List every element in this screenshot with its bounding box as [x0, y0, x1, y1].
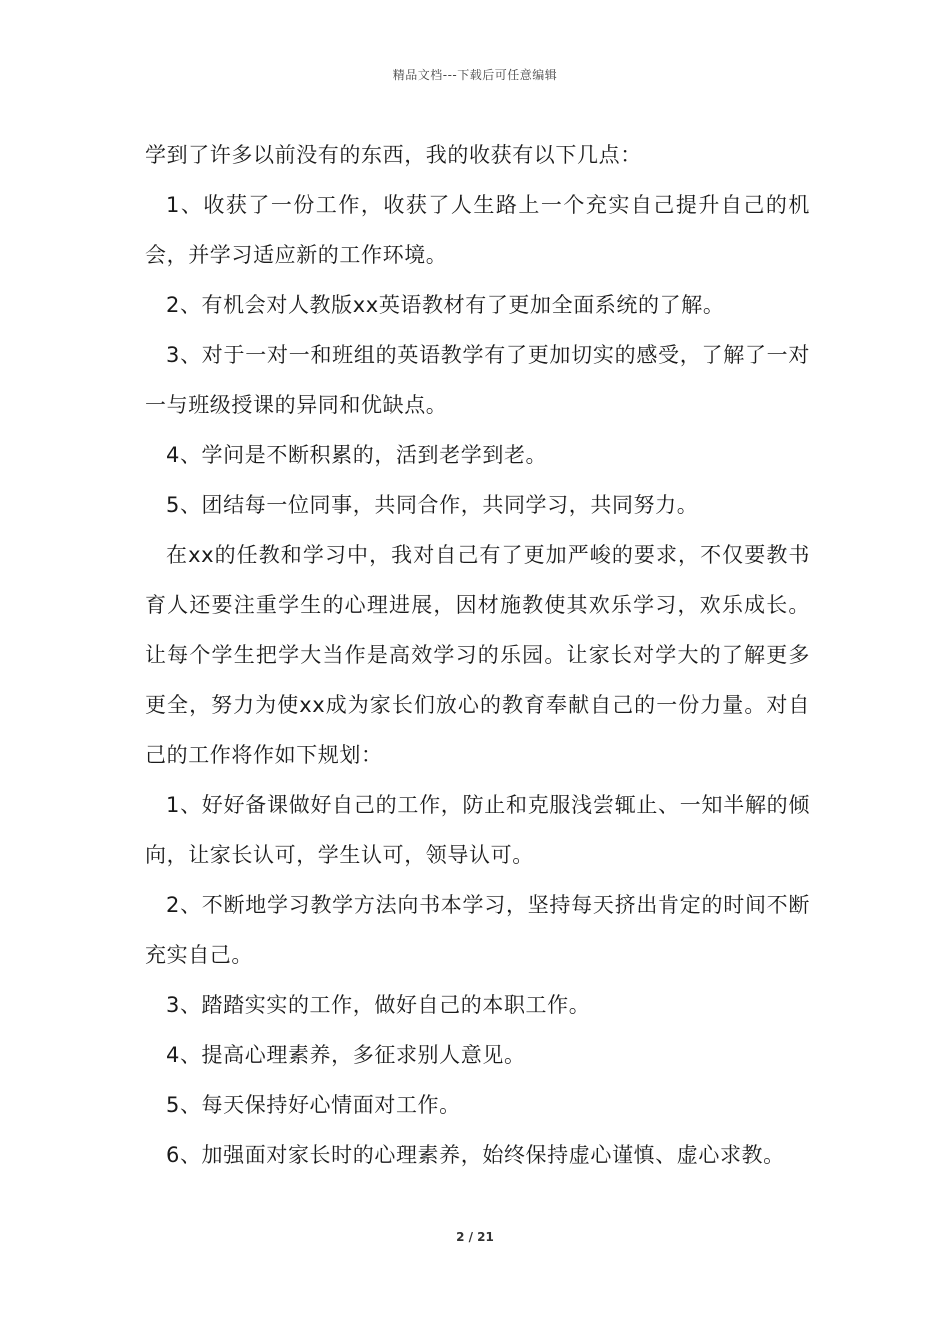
page-header: 精品文档---下载后可任意编辑 — [392, 68, 558, 82]
paragraph: 5、每天保持好心情面对工作。 — [166, 1093, 461, 1117]
document-body — [145, 130, 810, 1180]
paragraph: 2、有机会对人教版xx英语教材有了更加全面系统的了解。 — [166, 293, 725, 317]
paragraph: 1、好好备课做好自己的工作，防止和克服浅尝辄止、一知半解的倾向，让家长认可，学生认可，领导认可。 — [145, 793, 810, 867]
paragraph: 5、团结每一位同事，共同合作，共同学习，共同努力。 — [166, 493, 699, 517]
paragraph: 3、对于一对一和班组的英语教学有了更加切实的感受，了解了一对一与班级授课的异同和优缺点。 — [145, 343, 810, 417]
paragraph: 学到了许多以前没有的东西，我的收获有以下几点： — [145, 143, 642, 167]
paragraph: 2、不断地学习教学方法向书本学习，坚持每天挤出肯定的时间不断充实自己。 — [145, 893, 810, 967]
paragraph: 4、学问是不断积累的，活到老学到老。 — [166, 443, 548, 467]
page-number: 2 / 21 — [456, 1230, 494, 1244]
paragraph: 4、提高心理素养，多征求别人意见。 — [166, 1043, 526, 1067]
paragraph: 在xx的任教和学习中，我对自己有了更加严峻的要求，不仅要教书育人还要注重学生的心理进展，因材施教使其欢乐学习，欢乐成长。让每个学生把学大当作是高效学习的乐园。让家长对学大的了解更多更全，努力为使xx成为家长们放心的教育奉献自己的一份力量。对自己的工作将作如下规划： — [145, 543, 810, 767]
paragraph: 6、加强面对家长时的心理素养，始终保持虚心谨慎、虚心求教。 — [166, 1143, 785, 1167]
paragraph: 1、收获了一份工作，收获了人生路上一个充实自己提升自己的机会，并学习适应新的工作环境。 — [145, 193, 810, 267]
paragraph: 3、踏踏实实的工作，做好自己的本职工作。 — [166, 993, 591, 1017]
